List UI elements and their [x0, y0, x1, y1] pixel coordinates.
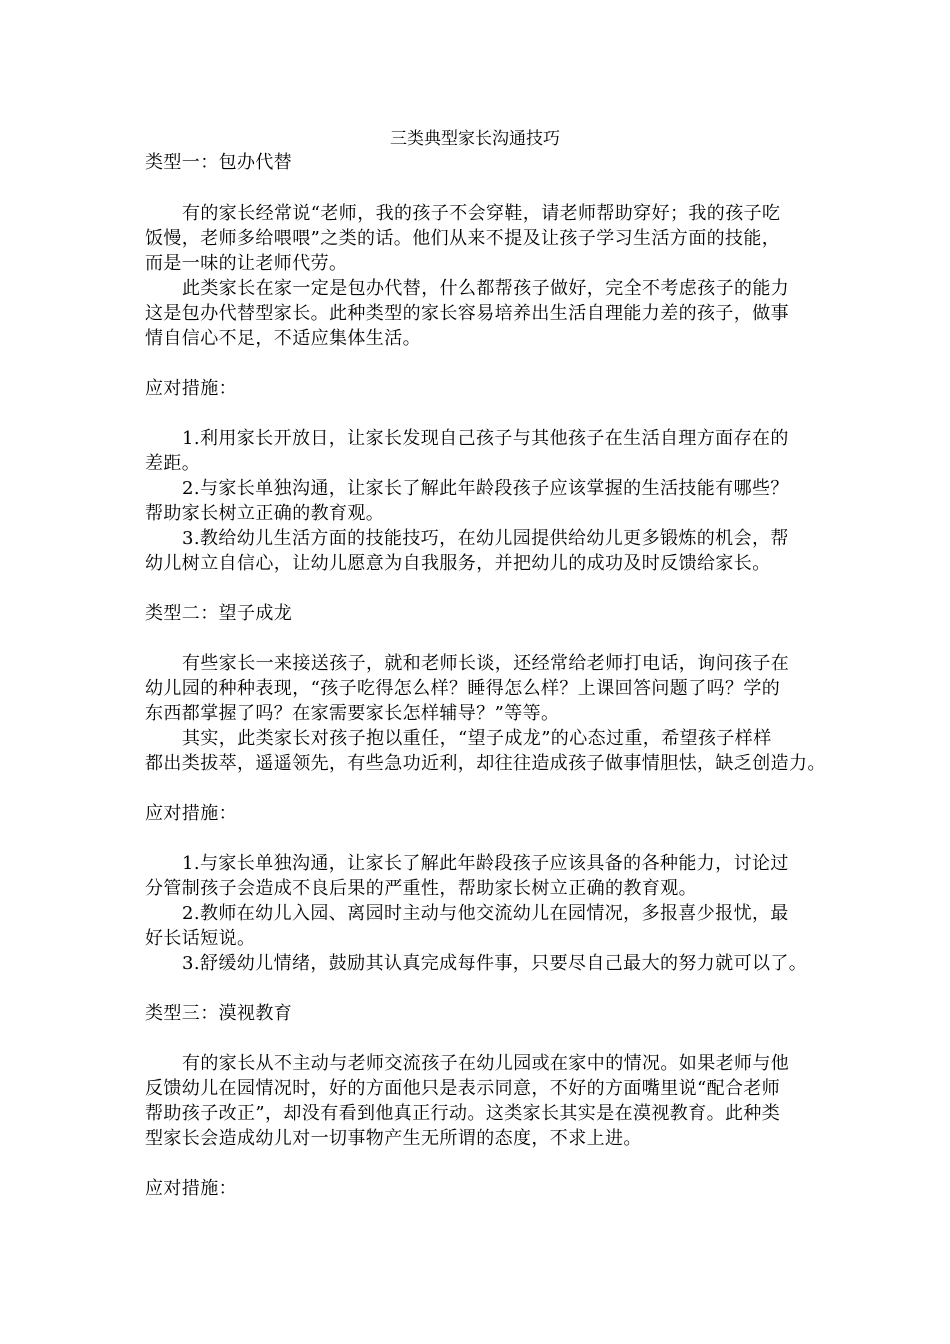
list-item-line: 2.教师在幼儿入园、离园时主动与他交流幼儿在园情况，多报喜少报忧，最 [182, 903, 789, 924]
measures-heading: 应对措施： [145, 1178, 237, 1199]
list-item-line: 3.教给幼儿生活方面的技能技巧，在幼儿园提供给幼儿更多锻炼的机会，帮 [182, 528, 789, 549]
paragraph-line: 反馈幼儿在园情况时，好的方面他只是表示同意，不好的方面嘴里说“配合老师 [145, 1078, 781, 1099]
paragraph-line: 而是一味的让老师代劳。 [145, 253, 348, 274]
paragraph-line: 情自信心不足，不适应集体生活。 [145, 328, 421, 349]
paragraph-line: 有的家长经常说“老师，我的孩子不会穿鞋，请老师帮助穿好；我的孩子吃 [182, 203, 781, 224]
list-item-line: 帮助家长树立正确的教育观。 [145, 503, 385, 524]
list-item-line: 差距。 [145, 453, 201, 474]
paragraph-line: 有些家长一来接送孩子，就和老师长谈，还经常给老师打电话，询问孩子在 [182, 653, 790, 674]
list-item-line: 1.与家长单独沟通，让家长了解此年龄段孩子应该具备的各种能力，讨论过 [182, 853, 789, 874]
paragraph-line: 都出类拔萃，遥遥领先，有些急功近利，却往往造成孩子做事情胆怯，缺乏创造力。 [145, 753, 826, 774]
paragraph-line: 此类家长在家一定是包办代替，什么都帮孩子做好，完全不考虑孩子的能力 [182, 278, 790, 299]
list-item-line: 2.与家长单独沟通，让家长了解此年龄段孩子应该掌握的生活技能有哪些？ [182, 478, 789, 499]
list-item-line: 3.舒缓幼儿情绪，鼓励其认真完成每件事，只要尽自己最大的努力就可以了。 [182, 953, 808, 974]
list-item-line: 幼儿树立自信心，让幼儿愿意为自我服务，并把幼儿的成功及时反馈给家长。 [145, 553, 771, 574]
paragraph-line: 幼儿园的种种表现，“孩子吃得怎么样？睡得怎么样？上课回答问题了吗？学的 [145, 678, 781, 699]
section-heading-type-2: 类型二：望子成龙 [145, 603, 293, 624]
measures-heading: 应对措施： [145, 803, 237, 824]
section-heading-type-3: 类型三：漠视教育 [145, 1003, 293, 1024]
document-title: 三类典型家长沟通技巧 [390, 129, 560, 149]
paragraph-line: 其实，此类家长对孩子抱以重任，“望子成龙”的心态过重，希望孩子样样 [182, 728, 772, 749]
measures-heading: 应对措施： [145, 378, 237, 399]
paragraph-line: 型家长会造成幼儿对一切事物产生无所谓的态度，不求上进。 [145, 1128, 642, 1149]
section-heading-type-1: 类型一：包办代替 [145, 152, 293, 173]
paragraph-line: 帮助孩子改正”，却没有看到他真正行动。这类家长其实是在漠视教育。此种类 [145, 1103, 781, 1124]
paragraph-line: 东西都掌握了吗？在家需要家长怎样辅导？”等等。 [145, 703, 560, 724]
list-item-line: 1.利用家长开放日，让家长发现自己孩子与其他孩子在生活自理方面存在的 [182, 428, 789, 449]
list-item-line: 分管制孩子会造成不良后果的严重性，帮助家长树立正确的教育观。 [145, 878, 697, 899]
paragraph-line: 饭慢，老师多给喂喂”之类的话。他们从来不提及让孩子学习生活方面的技能， [145, 228, 781, 249]
paragraph-line: 这是包办代替型家长。此种类型的家长容易培养出生活自理能力差的孩子，做事 [145, 303, 789, 324]
paragraph-line: 有的家长从不主动与老师交流孩子在幼儿园或在家中的情况。如果老师与他 [182, 1053, 790, 1074]
list-item-line: 好长话短说。 [145, 928, 256, 949]
